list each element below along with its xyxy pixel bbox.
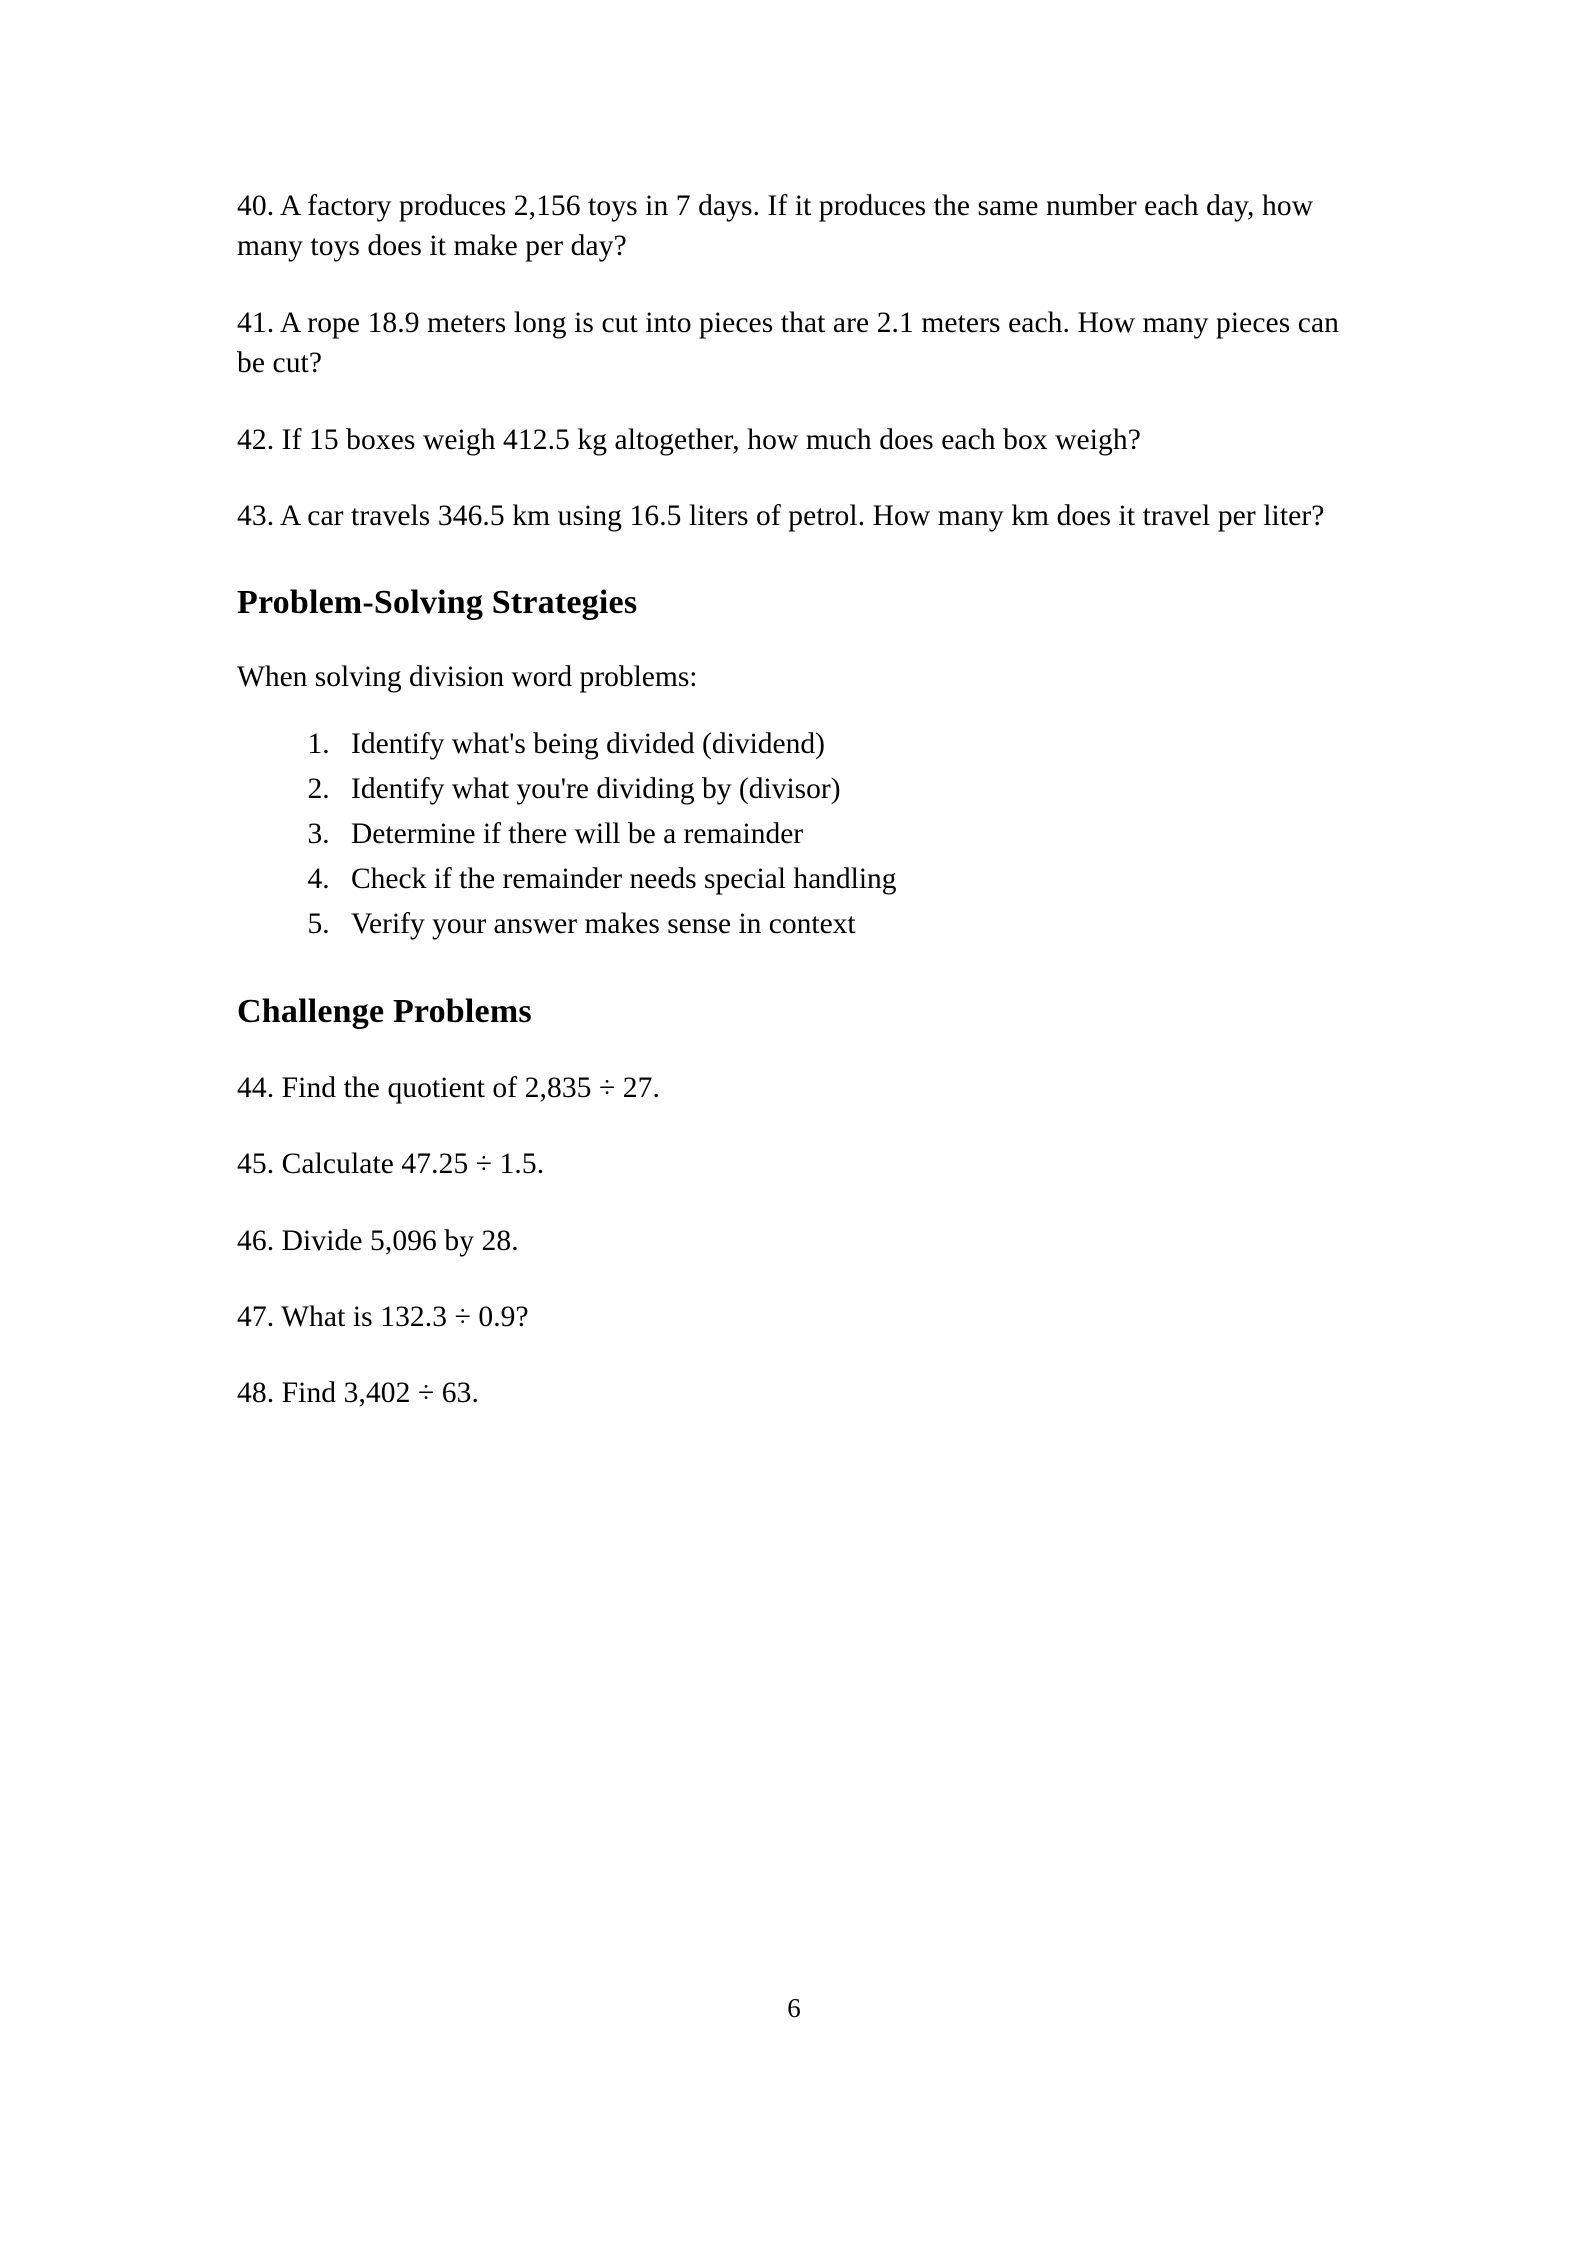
challenge-problem-47: 47. What is 132.3 ÷ 0.9? <box>237 1301 529 1334</box>
challenge-problem-44: 44. Find the quotient of 2,835 ÷ 27. <box>237 1071 660 1104</box>
word-problem-42: 42. If 15 boxes weigh 412.5 kg altogether, how much does each box weigh? <box>237 423 1141 456</box>
word-problem-43: 43. A car travels 346.5 km using 16.5 liters of petrol. How many km does it travel per liter? <box>237 500 1325 533</box>
section-heading-problem-solving-strategies: Problem-Solving Strategies <box>237 584 638 622</box>
list-item: 5. Verify your answer makes sense in context <box>337 907 1349 942</box>
section-heading-challenge-problems: Challenge Problems <box>237 993 532 1031</box>
challenge-problems-group <box>237 1068 1349 1414</box>
list-item: 2. Identify what you're dividing by (divisor) <box>337 772 1349 807</box>
strategies-intro-text: When solving division word problems: <box>237 660 698 693</box>
word-problem-41: 41. A rope 18.9 meters long is cut into pieces that are 2.1 meters each. How many pieces can be cut? <box>237 306 1340 380</box>
challenge-problem-46: 46. Divide 5,096 by 28. <box>237 1224 519 1257</box>
word-problem-40: 40. A factory produces 2,156 toys in 7 days. If it produces the same number each day, how many toys does it make per day? <box>237 190 1314 263</box>
page-number: 6 <box>787 1993 801 2023</box>
challenge-problem-45: 45. Calculate 47.25 ÷ 1.5. <box>237 1148 545 1181</box>
challenge-problem-48: 48. Find 3,402 ÷ 63. <box>237 1377 479 1410</box>
list-item: 1. Identify what's being divided (dividend) <box>337 727 1349 762</box>
list-item: 4. Check if the remainder needs special handling <box>337 862 1349 897</box>
page-content <box>237 186 1349 1450</box>
word-problems-group <box>237 186 1349 536</box>
strategies-step-list <box>237 727 1349 941</box>
list-item: 3. Determine if there will be a remainder <box>337 817 1349 852</box>
